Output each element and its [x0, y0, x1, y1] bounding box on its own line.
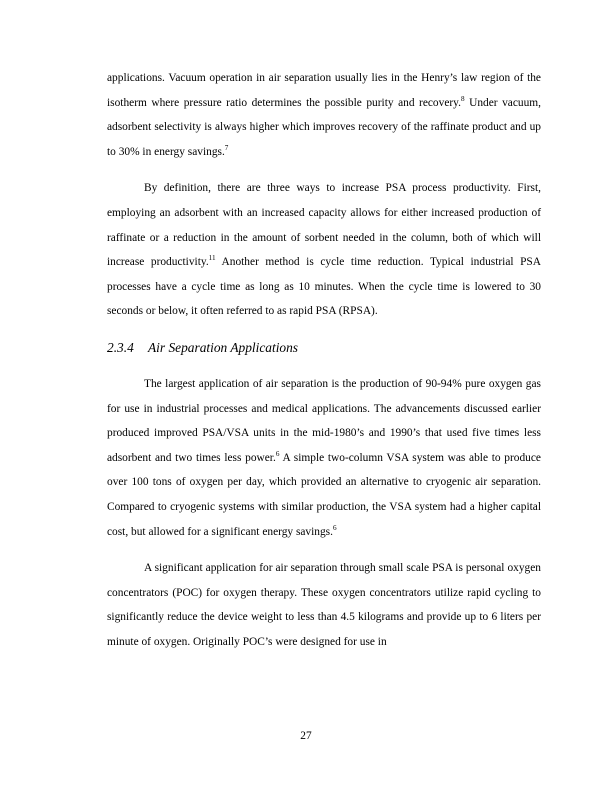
paragraph-gap: [107, 360, 541, 372]
paragraph-text: The largest application of air separation is the production of 90-94% pure oxygen gas for use in industrial processes and medical applications. The advancements discussed earlier produced improved PSA/VSA units in the mid-1980’s and 1990’s that used five times less adsorbent and two times less power.: [107, 377, 541, 464]
citation-superscript: 6: [332, 523, 337, 532]
section-number: 2.3.4: [107, 339, 134, 355]
paragraph-largest-application: [107, 372, 541, 544]
page-body: [107, 66, 541, 654]
citation-superscript: 11: [208, 254, 216, 263]
paragraph-text: applications. Vacuum operation in air separation usually lies in the Henry’s law region of the isotherm where pressure ratio determines the possible purity and recovery.: [107, 72, 541, 109]
paragraph-text: A significant application for air separation through small scale PSA is personal oxygen concentrators (POC) for oxygen therapy. These oxygen concentrators utilize rapid cycling to significantly reduce the device weight to less than 4.5 kilograms and provide up to 6 liters per minute of oxygen. Originally POC’s were designed for use in: [107, 562, 541, 648]
page-number: 27: [300, 730, 312, 742]
paragraph-psa-productivity: [107, 176, 541, 324]
paragraph-text: By definition, there are three ways to increase PSA process productivity. First, employing an adsorbent with an increased capacity allows for either increased production of raffinate or a reduction in the amount of sorbent needed in the column, both of which will increase productivity.: [107, 182, 541, 269]
paragraph-gap: [107, 324, 541, 336]
paragraph-oxygen-concentrators: [107, 556, 541, 654]
paragraph-text: A simple two-column VSA system was able to produce over 100 tons of oxygen per day, which provided an alternative to cryogenic air separation. Compared to cryogenic systems with similar production, the VSA system had a higher capital cost, but allowed for a significant energy savings.: [107, 451, 541, 538]
paragraph-gap: [107, 164, 541, 176]
paragraph-gap: [107, 544, 541, 556]
citation-superscript: 6: [275, 449, 280, 458]
citation-superscript: 8: [460, 94, 465, 103]
paragraph-text: Another method is cycle time reduction. Typical industrial PSA processes have a cycle time as long as 10 minutes. When the cycle time is lowered to 30 seconds or below, it often referred to as rapid PSA (RPSA).: [107, 256, 541, 318]
citation-superscript: 7: [224, 143, 229, 152]
section-heading: [107, 336, 541, 360]
section-title: Air Separation Applications: [148, 339, 299, 355]
paragraph-vacuum-operation: [107, 66, 541, 164]
paragraph-text: Under vacuum, adsorbent selectivity is always higher which improves recovery of the raffinate product and up to 30% in energy savings.: [107, 96, 541, 158]
